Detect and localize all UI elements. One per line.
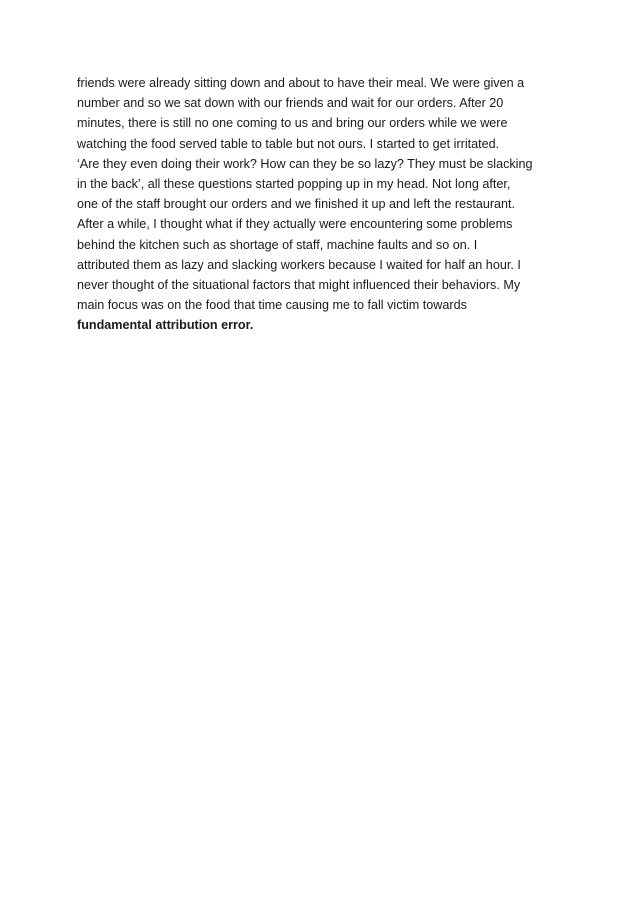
body-paragraph <box>77 73 577 336</box>
text-line: watching the food served table to table but not ours. I started to get irritated. <box>77 136 500 151</box>
text-line: number and so we sat down with our friends and wait for our orders. After 20 <box>77 96 504 111</box>
text-line: in the back’, all these questions started popping up in my head. Not long after, <box>77 177 511 192</box>
text-line: attributed them as lazy and slacking workers because I waited for half an hour. I <box>77 257 521 272</box>
text-line: After a while, I thought what if they actually were encountering some problems <box>77 217 513 232</box>
bold-key-term: fundamental attribution error. <box>77 318 254 333</box>
text-line: ‘Are they even doing their work? How can they be so lazy? They must be slacking <box>77 156 533 171</box>
text-line: one of the staff brought our orders and we finished it up and left the restaurant. <box>77 197 516 212</box>
text-line: main focus was on the food that time causing me to fall victim towards <box>77 298 467 313</box>
text-line: minutes, there is still no one coming to us and bring our orders while we were <box>77 116 508 131</box>
text-line: never thought of the situational factors that might influenced their behaviors. My <box>77 278 521 293</box>
text-line: friends were already sitting down and about to have their meal. We were given a <box>77 76 525 90</box>
text-line: behind the kitchen such as shortage of staff, machine faults and so on. I <box>77 237 478 252</box>
